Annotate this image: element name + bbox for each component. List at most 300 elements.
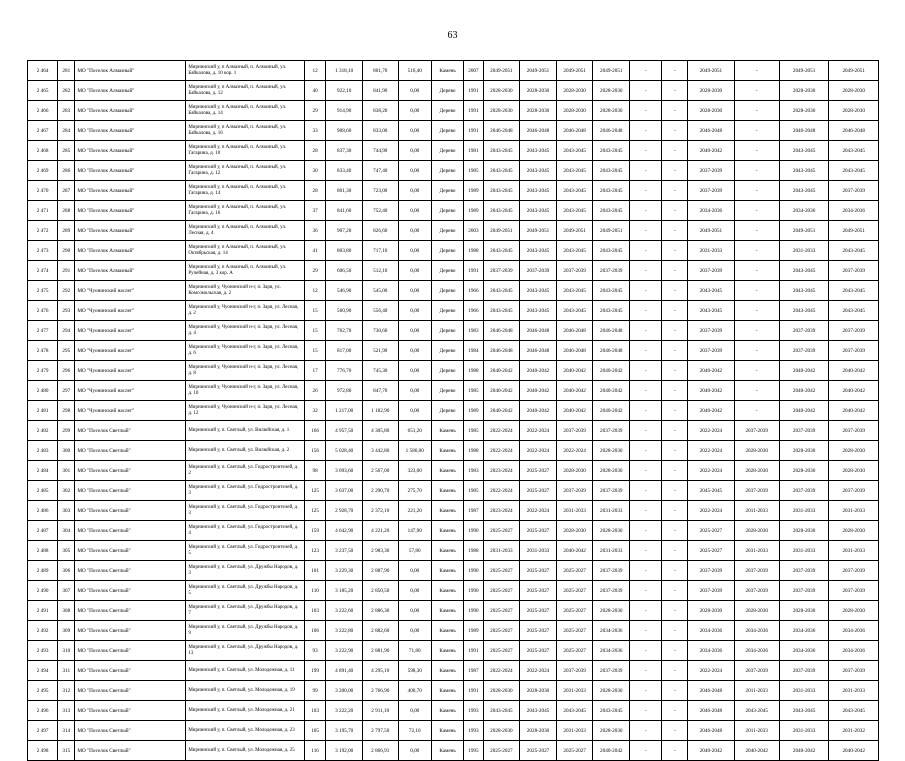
cell-house-id: 284 bbox=[58, 121, 75, 141]
cell-residential-area: 717,10 bbox=[362, 241, 398, 261]
cell-municipality-name: МО "Поселок Светлый" bbox=[75, 741, 186, 761]
cell-hot-water-period: 2037-2039 bbox=[734, 661, 779, 681]
cell-total-area: 5 028,40 bbox=[326, 441, 363, 461]
cell-facade-repair-period: 2040-2042 bbox=[520, 401, 557, 421]
cell-cold-water-period: 2043-2045 bbox=[779, 141, 829, 161]
cell-municipality-name: МО "Чуонинский наслег" bbox=[75, 381, 186, 401]
cell-residential-area: 2 983,30 bbox=[362, 541, 398, 561]
cell-engineering-systems-period: 2031-2033 bbox=[593, 501, 630, 521]
cell-house-id: 314 bbox=[58, 721, 75, 741]
cell-build-year: 1988 bbox=[464, 241, 483, 261]
cell-row-number: 2 478 bbox=[28, 341, 58, 361]
cell-total-area: 1 217,00 bbox=[326, 401, 363, 421]
cell-elevator-period: - bbox=[630, 601, 662, 621]
cell-row-number: 2 467 bbox=[28, 121, 58, 141]
cell-roof-repair-period: 2025-2027 bbox=[483, 641, 520, 661]
cell-residents-count: 159 bbox=[304, 521, 326, 541]
cell-build-year: 1991 bbox=[464, 261, 483, 281]
cell-engineering-systems-period: 2028-2030 bbox=[593, 441, 630, 461]
table-row bbox=[28, 461, 879, 481]
cell-municipality-name: МО "Поселок Алмазный" bbox=[75, 101, 186, 121]
cell-nonresidential-area: 651,20 bbox=[398, 421, 431, 441]
cell-hot-water-period: - bbox=[734, 181, 779, 201]
table-row bbox=[28, 741, 879, 761]
cell-house-id: 299 bbox=[58, 421, 75, 441]
cell-facade-repair-period: 2028-2030 bbox=[520, 81, 557, 101]
cell-elevator-shaft-period: - bbox=[662, 161, 688, 181]
cell-heating-period: 2037-2039 bbox=[688, 181, 734, 201]
cell-roof-repair-period: 2025-2027 bbox=[483, 581, 520, 601]
cell-engineering-systems-period: 2028-2030 bbox=[593, 721, 630, 741]
cell-build-year: 1966 bbox=[464, 281, 483, 301]
cell-row-number: 2 470 bbox=[28, 181, 58, 201]
cell-elevator-shaft-period: - bbox=[662, 441, 688, 461]
cell-engineering-systems-period: 2028-2030 bbox=[593, 601, 630, 621]
cell-address: Мирнинский у, п Алмазный, п. Алмазный, ул. Гагарина, д. 16 bbox=[186, 201, 304, 221]
cell-cold-water-period: 2037-2039 bbox=[779, 661, 829, 681]
cell-residents-count: 36 bbox=[304, 221, 326, 241]
cell-address: Мирнинский у, п Алмазный, п. Алмазный, ул. Байкалова, д. 12 bbox=[186, 81, 304, 101]
cell-nonresidential-area: 598,30 bbox=[398, 661, 431, 681]
cell-elevator-shaft-period: - bbox=[662, 641, 688, 661]
cell-nonresidential-area: 0,00 bbox=[398, 741, 431, 761]
cell-wall-material: Камень bbox=[431, 481, 463, 501]
cell-heating-period: 2040-2042 bbox=[688, 741, 734, 761]
cell-build-year: 1990 bbox=[464, 521, 483, 541]
cell-total-area: 560,90 bbox=[326, 301, 363, 321]
cell-residents-count: 98 bbox=[304, 461, 326, 481]
cell-address: Мирнинский у, п. Светлый, ул. Молодежная, д. 11 bbox=[186, 661, 304, 681]
cell-elevator-period: - bbox=[630, 381, 662, 401]
table-row bbox=[28, 181, 879, 201]
cell-heating-period: 2049-2051 bbox=[688, 61, 734, 81]
cell-residents-count: 12 bbox=[304, 281, 326, 301]
cell-municipality-name: МО "Поселок Светлый" bbox=[75, 661, 186, 681]
cell-hot-water-period: - bbox=[734, 301, 779, 321]
cell-total-area: 3 192,00 bbox=[326, 741, 363, 761]
cell-house-id: 289 bbox=[58, 221, 75, 241]
cell-cold-water-period: 2031-2033 bbox=[779, 241, 829, 261]
cell-roof-repair-period: 2043-2045 bbox=[483, 281, 520, 301]
cell-nonresidential-area: 221,20 bbox=[398, 501, 431, 521]
cell-electricity-period: 2031-2033 bbox=[829, 541, 879, 561]
cell-hot-water-period: - bbox=[734, 321, 779, 341]
cell-engineering-systems-period: 2031-2033 bbox=[593, 541, 630, 561]
cell-foundation-repair-period: 2022-2024 bbox=[556, 441, 593, 461]
cell-total-area: 4 642,90 bbox=[326, 521, 363, 541]
cell-foundation-repair-period: 2043-2045 bbox=[556, 201, 593, 221]
cell-elevator-period: - bbox=[630, 661, 662, 681]
table-row bbox=[28, 161, 879, 181]
cell-total-area: 841,60 bbox=[326, 201, 363, 221]
cell-foundation-repair-period: 2043-2045 bbox=[556, 181, 593, 201]
cell-nonresidential-area: 0,00 bbox=[398, 201, 431, 221]
cell-elevator-shaft-period: - bbox=[662, 141, 688, 161]
cell-row-number: 2 471 bbox=[28, 201, 58, 221]
table-row bbox=[28, 501, 879, 521]
cell-elevator-shaft-period: - bbox=[662, 281, 688, 301]
cell-electricity-period: 2037-2039 bbox=[829, 561, 879, 581]
cell-wall-material: Дерево bbox=[431, 121, 463, 141]
table-row bbox=[28, 441, 879, 461]
cell-facade-repair-period: 2049-2051 bbox=[520, 221, 557, 241]
cell-wall-material: Дерево bbox=[431, 341, 463, 361]
cell-elevator-shaft-period: - bbox=[662, 541, 688, 561]
cell-house-id: 300 bbox=[58, 441, 75, 461]
cell-nonresidential-area: 0,00 bbox=[398, 161, 431, 181]
cell-elevator-shaft-period: - bbox=[662, 261, 688, 281]
table-row bbox=[28, 401, 879, 421]
cell-electricity-period: 2034-2036 bbox=[829, 201, 879, 221]
cell-elevator-shaft-period: - bbox=[662, 301, 688, 321]
cell-elevator-shaft-period: - bbox=[662, 621, 688, 641]
page-number: 63 bbox=[447, 30, 458, 41]
cell-elevator-shaft-period: - bbox=[662, 401, 688, 421]
cell-cold-water-period: 2040-2042 bbox=[779, 361, 829, 381]
cell-roof-repair-period: 2028-2030 bbox=[483, 721, 520, 741]
cell-electricity-period: 2037-2039 bbox=[829, 321, 879, 341]
cell-facade-repair-period: 2031-2033 bbox=[520, 541, 557, 561]
cell-nonresidential-area: 0,00 bbox=[398, 601, 431, 621]
cell-house-id: 306 bbox=[58, 561, 75, 581]
cell-row-number: 2 492 bbox=[28, 621, 58, 641]
cell-address: Мирнинский у, п Алмазный, п. Алмазный, ул. Байкалова, д. 16 bbox=[186, 121, 304, 141]
cell-total-area: 3 185,20 bbox=[326, 581, 363, 601]
cell-residents-count: 37 bbox=[304, 201, 326, 221]
cell-build-year: 1990 bbox=[464, 581, 483, 601]
cell-address: Мирнинский у, п. Светлый, ул. Дружбы Народов, д. 13 bbox=[186, 641, 304, 661]
cell-elevator-period: - bbox=[630, 201, 662, 221]
cell-hot-water-period: - bbox=[734, 221, 779, 241]
cell-elevator-period: - bbox=[630, 161, 662, 181]
cell-engineering-systems-period: 2049-2051 bbox=[593, 61, 630, 81]
cell-house-id: 315 bbox=[58, 741, 75, 761]
cell-heating-period: 2046-2048 bbox=[688, 701, 734, 721]
cell-electricity-period: 2049-2051 bbox=[829, 61, 879, 81]
cell-residents-count: 33 bbox=[304, 121, 326, 141]
cell-roof-repair-period: 2040-2042 bbox=[483, 361, 520, 381]
cell-address: Мирнинский у, п Алмазный, п. Алмазный, ул. Октябрьская, д. 14 bbox=[186, 241, 304, 261]
table-row bbox=[28, 221, 879, 241]
table-row bbox=[28, 321, 879, 341]
cell-wall-material: Дерево bbox=[431, 321, 463, 341]
cell-residents-count: 105 bbox=[304, 721, 326, 741]
cell-build-year: 1985 bbox=[464, 421, 483, 441]
cell-electricity-period: 2028-2030 bbox=[829, 461, 879, 481]
cell-facade-repair-period: 2043-2045 bbox=[520, 161, 557, 181]
cell-elevator-shaft-period: - bbox=[662, 481, 688, 501]
cell-house-id: 297 bbox=[58, 381, 75, 401]
cell-nonresidential-area: 0,00 bbox=[398, 321, 431, 341]
cell-wall-material: Камень bbox=[431, 641, 463, 661]
cell-hot-water-period: 2037-2039 bbox=[734, 481, 779, 501]
cell-house-id: 304 bbox=[58, 521, 75, 541]
cell-cold-water-period: 2028-2030 bbox=[779, 461, 829, 481]
cell-total-area: 3 093,60 bbox=[326, 461, 363, 481]
cell-residents-count: 15 bbox=[304, 321, 326, 341]
cell-elevator-shaft-period: - bbox=[662, 341, 688, 361]
cell-house-id: 285 bbox=[58, 141, 75, 161]
cell-elevator-shaft-period: - bbox=[662, 681, 688, 701]
cell-heating-period: 2022-2024 bbox=[688, 421, 734, 441]
cell-residents-count: 28 bbox=[304, 141, 326, 161]
table-row bbox=[28, 641, 879, 661]
cell-residential-area: 2 887,90 bbox=[362, 561, 398, 581]
cell-row-number: 2 476 bbox=[28, 301, 58, 321]
cell-electricity-period: 2043-2045 bbox=[829, 241, 879, 261]
cell-row-number: 2 468 bbox=[28, 141, 58, 161]
cell-heating-period: 2040-2042 bbox=[688, 141, 734, 161]
cell-hot-water-period: 2037-2039 bbox=[734, 421, 779, 441]
cell-heating-period: 2046-2048 bbox=[688, 681, 734, 701]
cell-residents-count: 125 bbox=[304, 481, 326, 501]
cell-residents-count: 41 bbox=[304, 241, 326, 261]
cell-elevator-period: - bbox=[630, 61, 662, 81]
cell-engineering-systems-period: 2037-2039 bbox=[593, 561, 630, 581]
cell-house-id: 290 bbox=[58, 241, 75, 261]
cell-row-number: 2 491 bbox=[28, 601, 58, 621]
cell-heating-period: 2046-2048 bbox=[688, 121, 734, 141]
cell-foundation-repair-period: 2025-2027 bbox=[556, 601, 593, 621]
cell-build-year: 1985 bbox=[464, 481, 483, 501]
cell-house-id: 283 bbox=[58, 101, 75, 121]
cell-hot-water-period: - bbox=[734, 361, 779, 381]
cell-elevator-shaft-period: - bbox=[662, 421, 688, 441]
table-row bbox=[28, 241, 879, 261]
cell-residential-area: 838,20 bbox=[362, 101, 398, 121]
cell-total-area: 837,30 bbox=[326, 141, 363, 161]
cell-facade-repair-period: 2025-2027 bbox=[520, 581, 557, 601]
cell-address: Мирнинский у, п Алмазный, п. Алмазный, ул. Байкалова, д. 10 кор. 1 bbox=[186, 61, 304, 81]
cell-residents-count: 32 bbox=[304, 401, 326, 421]
cell-row-number: 2 489 bbox=[28, 561, 58, 581]
cell-electricity-period: 2043-2045 bbox=[829, 281, 879, 301]
cell-total-area: 3 222,60 bbox=[326, 601, 363, 621]
cell-facade-repair-period: 2037-2039 bbox=[520, 261, 557, 281]
cell-total-area: 3 200,00 bbox=[326, 681, 363, 701]
cell-foundation-repair-period: 2028-2030 bbox=[556, 461, 593, 481]
cell-roof-repair-period: 2022-2024 bbox=[483, 441, 520, 461]
cell-elevator-shaft-period: - bbox=[662, 121, 688, 141]
cell-address: Мирнинский у, п Алмазный, п. Алмазный, ул. Гагарина, д. 12 bbox=[186, 161, 304, 181]
cell-heating-period: 2043-2045 bbox=[688, 281, 734, 301]
cell-heating-period: 2028-2030 bbox=[688, 101, 734, 121]
cell-facade-repair-period: 2040-2042 bbox=[520, 361, 557, 381]
cell-municipality-name: МО "Поселок Светлый" bbox=[75, 701, 186, 721]
cell-residents-count: 93 bbox=[304, 641, 326, 661]
cell-house-id: 286 bbox=[58, 161, 75, 181]
cell-residential-area: 841,90 bbox=[362, 81, 398, 101]
cell-engineering-systems-period: 2040-2042 bbox=[593, 361, 630, 381]
cell-engineering-systems-period: 2037-2039 bbox=[593, 261, 630, 281]
cell-hot-water-period: - bbox=[734, 101, 779, 121]
cell-roof-repair-period: 2043-2045 bbox=[483, 201, 520, 221]
cell-hot-water-period: - bbox=[734, 401, 779, 421]
cell-facade-repair-period: 2043-2045 bbox=[520, 201, 557, 221]
cell-build-year: 1989 bbox=[464, 201, 483, 221]
cell-total-area: 3 037,00 bbox=[326, 481, 363, 501]
cell-municipality-name: МО "Поселок Светлый" bbox=[75, 461, 186, 481]
cell-build-year: 2003 bbox=[464, 221, 483, 241]
cell-residential-area: 545,00 bbox=[362, 281, 398, 301]
table-row bbox=[28, 301, 879, 321]
cell-elevator-period: - bbox=[630, 241, 662, 261]
cell-electricity-period: 2031-2032 bbox=[829, 721, 879, 741]
cell-residents-count: 17 bbox=[304, 361, 326, 381]
cell-residents-count: 15 bbox=[304, 301, 326, 321]
cell-roof-repair-period: 2046-2048 bbox=[483, 341, 520, 361]
cell-row-number: 2 497 bbox=[28, 721, 58, 741]
cell-wall-material: Дерево bbox=[431, 361, 463, 381]
cell-row-number: 2 493 bbox=[28, 641, 58, 661]
cell-wall-material: Камень bbox=[431, 541, 463, 561]
cell-foundation-repair-period: 2046-2048 bbox=[556, 321, 593, 341]
cell-residents-count: 30 bbox=[304, 161, 326, 181]
cell-municipality-name: МО "Поселок Светлый" bbox=[75, 561, 186, 581]
cell-residential-area: 521,90 bbox=[362, 341, 398, 361]
cell-total-area: 4 891,40 bbox=[326, 661, 363, 681]
cell-address: Мирнинский у, п. Светлый, ул. Молодежная, д. 25 bbox=[186, 741, 304, 761]
table-row bbox=[28, 341, 879, 361]
table-row bbox=[28, 381, 879, 401]
cell-heating-period: 2031-2033 bbox=[688, 241, 734, 261]
cell-residential-area: 4 305,80 bbox=[362, 421, 398, 441]
cell-electricity-period: 2037-2039 bbox=[829, 661, 879, 681]
cell-cold-water-period: 2034-2036 bbox=[779, 201, 829, 221]
cell-hot-water-period: 2037-2039 bbox=[734, 561, 779, 581]
cell-house-id: 287 bbox=[58, 181, 75, 201]
cell-elevator-shaft-period: - bbox=[662, 61, 688, 81]
cell-foundation-repair-period: 2031-2033 bbox=[556, 501, 593, 521]
cell-row-number: 2 484 bbox=[28, 461, 58, 481]
cell-roof-repair-period: 2040-2042 bbox=[483, 401, 520, 421]
cell-wall-material: Дерево bbox=[431, 241, 463, 261]
cell-build-year: 1991 bbox=[464, 121, 483, 141]
cell-engineering-systems-period: 2028-2030 bbox=[593, 681, 630, 701]
cell-heating-period: 2037-2039 bbox=[688, 341, 734, 361]
cell-foundation-repair-period: 2040-2042 bbox=[556, 361, 593, 381]
table-row bbox=[28, 721, 879, 741]
cell-engineering-systems-period: 2040-2042 bbox=[593, 741, 630, 761]
cell-foundation-repair-period: 2043-2045 bbox=[556, 701, 593, 721]
cell-municipality-name: МО "Поселок Светлый" bbox=[75, 541, 186, 561]
cell-wall-material: Камень bbox=[431, 521, 463, 541]
cell-municipality-name: МО "Поселок Светлый" bbox=[75, 641, 186, 661]
cell-elevator-period: - bbox=[630, 81, 662, 101]
cell-residential-area: 747,40 bbox=[362, 161, 398, 181]
cell-elevator-shaft-period: - bbox=[662, 501, 688, 521]
cell-row-number: 2 472 bbox=[28, 221, 58, 241]
cell-residents-count: 125 bbox=[304, 501, 326, 521]
cell-elevator-shaft-period: - bbox=[662, 201, 688, 221]
cell-cold-water-period: 2028-2030 bbox=[779, 81, 829, 101]
cell-nonresidential-area: 0,00 bbox=[398, 181, 431, 201]
cell-heating-period: 2037-2039 bbox=[688, 261, 734, 281]
cell-address: Мирнинский у, п Алмазный, п. Алмазный, ул. Байкалова, д. 14 bbox=[186, 101, 304, 121]
cell-cold-water-period: 2037-2039 bbox=[779, 561, 829, 581]
cell-total-area: 3 222,90 bbox=[326, 641, 363, 661]
cell-house-id: 313 bbox=[58, 701, 75, 721]
cell-heating-period: 2040-2042 bbox=[688, 381, 734, 401]
cell-total-area: 972,80 bbox=[326, 381, 363, 401]
cell-house-id: 307 bbox=[58, 581, 75, 601]
cell-residential-area: 3 442,80 bbox=[362, 441, 398, 461]
cell-residents-count: 103 bbox=[304, 701, 326, 721]
cell-address: Мирнинский у, п. Светлый, ул. Дружбы Народов, д. 3 bbox=[186, 561, 304, 581]
cell-row-number: 2 480 bbox=[28, 381, 58, 401]
cell-row-number: 2 482 bbox=[28, 421, 58, 441]
cell-wall-material: Камень bbox=[431, 501, 463, 521]
cell-heating-period: 2037-2039 bbox=[688, 561, 734, 581]
cell-hot-water-period: - bbox=[734, 61, 779, 81]
cell-hot-water-period: 2037-2039 bbox=[734, 581, 779, 601]
table-row bbox=[28, 121, 879, 141]
cell-elevator-shaft-period: - bbox=[662, 81, 688, 101]
cell-wall-material: Дерево bbox=[431, 401, 463, 421]
cell-roof-repair-period: 2025-2027 bbox=[483, 601, 520, 621]
cell-roof-repair-period: 2025-2027 bbox=[483, 521, 520, 541]
cell-address: Мирнинский у, п. Светлый, ул. Дружбы Народов, д. 9 bbox=[186, 621, 304, 641]
cell-municipality-name: МО "Чуонинский наслег" bbox=[75, 321, 186, 341]
cell-cold-water-period: 2043-2045 bbox=[779, 161, 829, 181]
cell-build-year: 1987 bbox=[464, 661, 483, 681]
cell-hot-water-period: 2011-2033 bbox=[734, 681, 779, 701]
cell-residential-area: 833,00 bbox=[362, 121, 398, 141]
table-row bbox=[28, 601, 879, 621]
cell-row-number: 2 465 bbox=[28, 81, 58, 101]
cell-roof-repair-period: 2046-2048 bbox=[483, 321, 520, 341]
cell-electricity-period: 2040-2042 bbox=[829, 361, 879, 381]
cell-municipality-name: МО "Поселок Алмазный" bbox=[75, 221, 186, 241]
cell-electricity-period: 2031-2033 bbox=[829, 681, 879, 701]
table-row bbox=[28, 81, 879, 101]
cell-municipality-name: МО "Чуонинский наслег" bbox=[75, 401, 186, 421]
cell-total-area: 3 195,70 bbox=[326, 721, 363, 741]
cell-residents-count: 156 bbox=[304, 441, 326, 461]
cell-build-year: 1991 bbox=[464, 641, 483, 661]
cell-total-area: 546,90 bbox=[326, 281, 363, 301]
cell-total-area: 922,10 bbox=[326, 81, 363, 101]
cell-hot-water-period: 2028-2030 bbox=[734, 521, 779, 541]
cell-row-number: 2 496 bbox=[28, 701, 58, 721]
cell-elevator-shaft-period: - bbox=[662, 741, 688, 761]
cell-municipality-name: МО "Поселок Алмазный" bbox=[75, 81, 186, 101]
cell-facade-repair-period: 2022-2024 bbox=[520, 441, 557, 461]
cell-engineering-systems-period: 2043-2045 bbox=[593, 181, 630, 201]
cell-build-year: 1988 bbox=[464, 541, 483, 561]
cell-elevator-shaft-period: - bbox=[662, 101, 688, 121]
cell-nonresidential-area: 71,80 bbox=[398, 641, 431, 661]
cell-hot-water-period: - bbox=[734, 121, 779, 141]
cell-cold-water-period: 2034-2036 bbox=[779, 621, 829, 641]
cell-facade-repair-period: 2043-2045 bbox=[520, 241, 557, 261]
cell-house-id: 311 bbox=[58, 661, 75, 681]
cell-residential-area: 2 290,70 bbox=[362, 481, 398, 501]
cell-elevator-period: - bbox=[630, 281, 662, 301]
cell-house-id: 312 bbox=[58, 681, 75, 701]
cell-engineering-systems-period: 2034-2036 bbox=[593, 641, 630, 661]
cell-row-number: 2 488 bbox=[28, 541, 58, 561]
cell-build-year: 1983 bbox=[464, 461, 483, 481]
cell-house-id: 305 bbox=[58, 541, 75, 561]
cell-nonresidential-area: 323,00 bbox=[398, 461, 431, 481]
cell-heating-period: 2037-2039 bbox=[688, 581, 734, 601]
cell-electricity-period: 2028-2030 bbox=[829, 601, 879, 621]
cell-wall-material: Камень bbox=[431, 561, 463, 581]
cell-heating-period: 2025-2027 bbox=[688, 521, 734, 541]
cell-residential-area: 2 850,50 bbox=[362, 581, 398, 601]
cell-roof-repair-period: 2043-2045 bbox=[483, 141, 520, 161]
